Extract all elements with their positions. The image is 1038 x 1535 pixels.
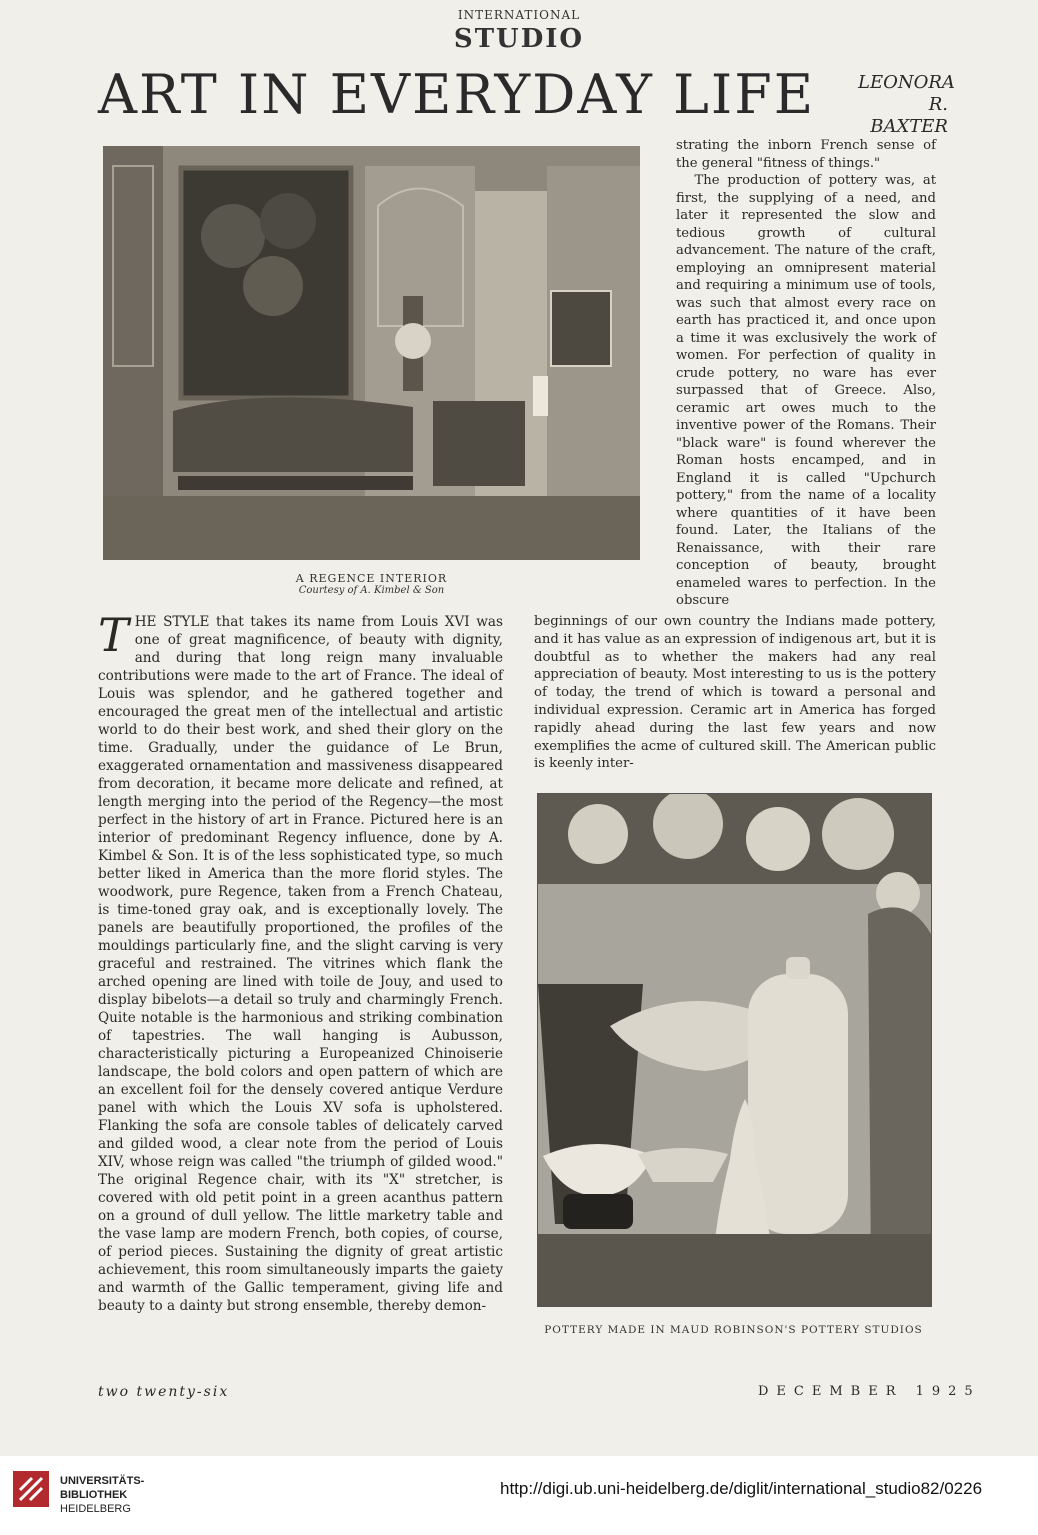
source-url-link[interactable]: http://digi.ub.uni-heidelberg.de/diglit/international_studio82/0226 [500,1479,983,1498]
figure2-caption: POTTERY MADE IN MAUD ROBINSON'S POTTERY STUDIOS [544,1324,923,1336]
article-title: ART IN EVERYDAY LIFE [98,63,816,126]
masthead-top: INTERNATIONAL [457,8,581,22]
pottery-photo [537,793,932,1307]
interior-illustration [103,146,640,560]
library-logo-icon [12,1470,50,1508]
left-column [98,608,503,1315]
author-first-name: LEONORA [858,72,955,93]
library-name [60,1474,144,1516]
drop-cap: T [98,608,129,662]
right-column-upper [676,137,936,610]
library-name-line2: BIBLIOTHEK [60,1489,128,1501]
issue-date: DECEMBER 1925 [758,1384,981,1399]
figure1-caption: A REGENCE INTERIOR [295,572,448,585]
figure1-credit: Courtesy of A. Kimbel & Son [298,585,445,596]
right-column-lower [534,613,936,773]
page-number: two twenty-six [98,1384,230,1400]
regence-interior-photo [103,146,640,560]
library-name-line3: HEIDELBERG [60,1503,131,1515]
pottery-illustration [538,794,931,1306]
library-name-line1: UNIVERSITÄTS- [60,1475,145,1487]
right-paragraph-1: strating the inborn French sense of the general "fitness of things." [676,138,936,171]
author-byline [858,72,955,138]
right-paragraph-2: The production of pottery was, at first, the supplying of a need, and later it represented the slow and tedious growth of cultural advancement. The nature of the craft, employing an omnipresent material and requiring a minimum use of tools, was such that almost every race on earth has practiced it, and once upon a time it was exclusively the work of women. For perfection of quality in crude pottery, no ware has ever surpassed that of Greece. Also, ceramic art owes much to the inventive power of the Romans. Their "black ware" is found wherever the Roman hosts encamped, and in England it is called "Upchurch pottery," from the name of a locality where quantities of it have been found. Later, the Italians of the Renaissance, with their rare conception of beauty, brought enameled wares to perfection. In the obscure [676,173,936,608]
right-paragraph-3: beginnings of our own country the Indians made pottery, and it has value as an expression of indigenous art, but it is doubtful as to whether the makers had any real appreciation of beauty. Most interesting to us is the pottery of today, the trend of which is toward a personal and individual expression. Ceramic art in America has forged rapidly ahead during the last few years and now exemplifies the acme of cultured skill. The American public is keenly inter- [534,614,936,772]
masthead-logo: STUDIO [453,24,585,54]
left-paragraph-1: HE STYLE that takes its name from Louis XVI was one of great magnificence, of beauty with dignity, and during that long reign many invaluable contributions were made to the art of France. The ideal of Louis was splendor, and he gathered together and encouraged the great men of the intellectual and artistic world to do their best work, and shed their glory on the time. Gradually, under the guidance of Le Brun, exaggerated ornamentation and massiveness disappeared from decoration, it became more delicate and refined, at length merging into the period of the Regency—the most perfect in the history of art in France. Pictured here is an interior of predominant Regency influence, done by A. Kimbel & Son. It is of the less sophisticated type, so much better liked in America than the more florid styles. The woodwork, pure Regence, taken from a French Chateau, is time-toned gray oak, and is exceptionally lovely. The panels are beautifully proportioned, the profiles of the mouldings particularly fine, and the slight carving is very graceful and restrained. The vitrines which flank the arched opening are lined with toile de Jouy, and used to display bibelots—a detail so truly and charmingly French. Quite notable is the harmonious and striking combination of tapestries. The wall hanging is Aubusson, characteristically picturing a Europeanized Chinoiserie landscape, the bold colors and open pattern of which are an excellent foil for the densely covered antique Verdure panel with which the Louis XV sofa is upholstered. Flanking the sofa are console tables of delicately carved and gilded wood, a clear note from the period of Louis XIV, whose reign was called "the triumph of gilded wood." The original Regence chair, with its "X" stretcher, is covered with old petit point in a green acanthus pattern on a ground of dull yellow. The little marketry table and the vase lamp are modern French, both copies, of course, of period pieces. Sustaining the dignity of great artistic achievement, this room simultaneously imparts the gaiety and warmth of the Gallic temperament, giving life and beauty to a dainty but strong ensemble, thereby demon- [98,614,503,1314]
author-last-name: R. BAXTER [870,94,948,137]
